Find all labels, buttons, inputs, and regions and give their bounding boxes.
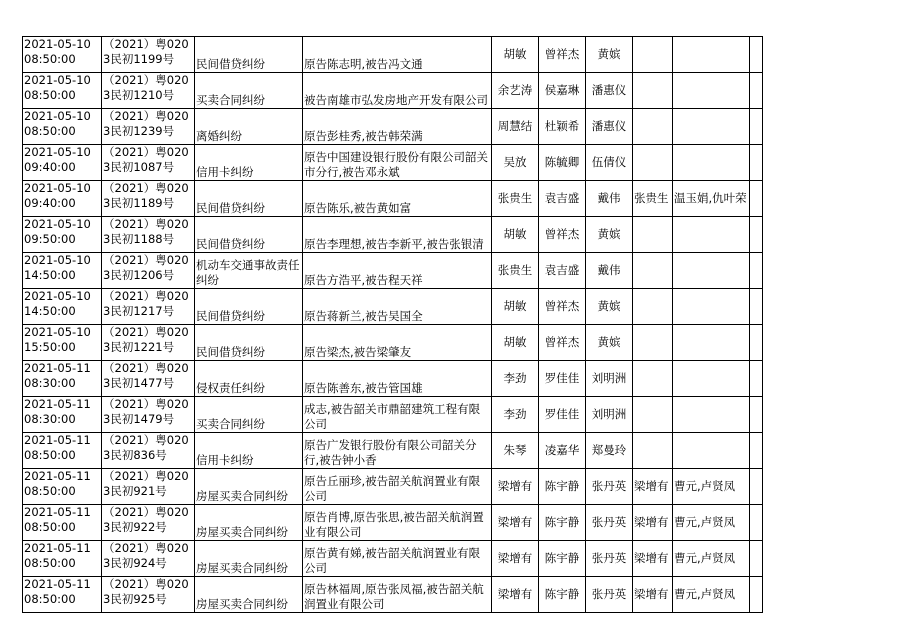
- clerk-cell: 张丹英: [586, 577, 633, 613]
- jurors-cell: 温玉娟,仇叶荣: [673, 181, 750, 217]
- blank-cell: [750, 217, 763, 253]
- table-row: [23, 469, 763, 505]
- extra-judge-cell: [633, 325, 673, 361]
- hearing-time-cell: 2021-05-10 08:50:00: [23, 37, 102, 73]
- presiding-judge-cell: 胡敏: [492, 217, 539, 253]
- jurors-cell: [673, 397, 750, 433]
- case-number-cell: （2021）粤0203民初1477号: [102, 361, 195, 397]
- blank-cell: [750, 289, 763, 325]
- jurors-cell: 曹元,卢贤凤: [673, 541, 750, 577]
- blank-cell: [750, 145, 763, 181]
- judge-cell: 陈宇静: [539, 469, 586, 505]
- blank-cell: [750, 181, 763, 217]
- judge-cell: 曾祥杰: [539, 289, 586, 325]
- table-row: [23, 217, 763, 253]
- blank-cell: [750, 325, 763, 361]
- clerk-cell: 黄嫔: [586, 325, 633, 361]
- case-cause-cell: 买卖合同纠纷: [195, 397, 303, 433]
- case-cause-cell: 民间借贷纠纷: [195, 181, 303, 217]
- case-number-cell: （2021）粤0203民初1206号: [102, 253, 195, 289]
- parties-cell: 原告方浩平,被告程天祥: [303, 253, 492, 289]
- extra-judge-cell: [633, 37, 673, 73]
- parties-cell: 原告陈善东,被告管国雄: [303, 361, 492, 397]
- case-number-cell: （2021）粤0203民初922号: [102, 505, 195, 541]
- judge-cell: 陈毓卿: [539, 145, 586, 181]
- extra-judge-cell: 梁增有: [633, 577, 673, 613]
- parties-cell: 成志,被告韶关市鼎韶建筑工程有限公司: [303, 397, 492, 433]
- blank-cell: [750, 253, 763, 289]
- jurors-cell: [673, 361, 750, 397]
- case-cause-cell: 民间借贷纠纷: [195, 217, 303, 253]
- blank-cell: [750, 37, 763, 73]
- clerk-cell: 刘明洲: [586, 361, 633, 397]
- parties-cell: 原告黄有娣,被告韶关航润置业有限公司: [303, 541, 492, 577]
- judge-cell: 侯嘉琳: [539, 73, 586, 109]
- presiding-judge-cell: 吴放: [492, 145, 539, 181]
- parties-cell: 原告中国建设银行股份有限公司韶关市分行,被告邓永斌: [303, 145, 492, 181]
- hearing-time-cell: 2021-05-11 08:50:00: [23, 505, 102, 541]
- case-cause-cell: 房屋买卖合同纠纷: [195, 577, 303, 613]
- clerk-cell: 张丹英: [586, 469, 633, 505]
- case-number-cell: （2021）粤0203民初924号: [102, 541, 195, 577]
- case-cause-cell: 房屋买卖合同纠纷: [195, 541, 303, 577]
- extra-judge-cell: 梁增有: [633, 505, 673, 541]
- case-cause-cell: 房屋买卖合同纠纷: [195, 469, 303, 505]
- hearing-time-cell: 2021-05-10 08:50:00: [23, 73, 102, 109]
- hearing-time-cell: 2021-05-11 08:50:00: [23, 541, 102, 577]
- case-cause-cell: 买卖合同纠纷: [195, 73, 303, 109]
- extra-judge-cell: [633, 73, 673, 109]
- jurors-cell: [673, 217, 750, 253]
- parties-cell: 原告陈乐,被告黄如富: [303, 181, 492, 217]
- hearing-time-cell: 2021-05-11 08:30:00: [23, 361, 102, 397]
- clerk-cell: 张丹英: [586, 541, 633, 577]
- table-row: [23, 505, 763, 541]
- hearing-time-cell: 2021-05-10 09:40:00: [23, 145, 102, 181]
- jurors-cell: 曹元,卢贤凤: [673, 577, 750, 613]
- hearing-time-cell: 2021-05-10 09:40:00: [23, 181, 102, 217]
- table-row: [23, 325, 763, 361]
- judge-cell: 陈宇静: [539, 577, 586, 613]
- table-row: [23, 361, 763, 397]
- table-row: [23, 541, 763, 577]
- parties-cell: 原告梁杰,被告梁肇友: [303, 325, 492, 361]
- hearing-time-cell: 2021-05-10 09:50:00: [23, 217, 102, 253]
- jurors-cell: [673, 253, 750, 289]
- clerk-cell: 刘明洲: [586, 397, 633, 433]
- hearing-time-cell: 2021-05-10 15:50:00: [23, 325, 102, 361]
- case-cause-cell: 侵权责任纠纷: [195, 361, 303, 397]
- presiding-judge-cell: 梁增有: [492, 469, 539, 505]
- case-number-cell: （2021）粤0203民初1217号: [102, 289, 195, 325]
- case-number-cell: （2021）粤0203民初1210号: [102, 73, 195, 109]
- case-number-cell: （2021）粤0203民初1239号: [102, 109, 195, 145]
- hearing-time-cell: 2021-05-10 08:50:00: [23, 109, 102, 145]
- table-row: [23, 181, 763, 217]
- jurors-cell: 曹元,卢贤凤: [673, 469, 750, 505]
- extra-judge-cell: 张贵生: [633, 181, 673, 217]
- judge-cell: 曾祥杰: [539, 325, 586, 361]
- table-row: [23, 397, 763, 433]
- parties-cell: 原告陈志明,被告冯文通: [303, 37, 492, 73]
- table-row: [23, 145, 763, 181]
- table-row: [23, 109, 763, 145]
- hearing-schedule-table: [22, 36, 763, 613]
- presiding-judge-cell: 李劲: [492, 397, 539, 433]
- presiding-judge-cell: 周慧结: [492, 109, 539, 145]
- extra-judge-cell: [633, 289, 673, 325]
- extra-judge-cell: 梁增有: [633, 541, 673, 577]
- presiding-judge-cell: 李劲: [492, 361, 539, 397]
- presiding-judge-cell: 胡敏: [492, 37, 539, 73]
- judge-cell: 曾祥杰: [539, 37, 586, 73]
- parties-cell: 原告林福周,原告张凤福,被告韶关航润置业有限公司: [303, 577, 492, 613]
- case-number-cell: （2021）粤0203民初1479号: [102, 397, 195, 433]
- jurors-cell: [673, 37, 750, 73]
- case-cause-cell: 民间借贷纠纷: [195, 325, 303, 361]
- extra-judge-cell: [633, 217, 673, 253]
- presiding-judge-cell: 朱琴: [492, 433, 539, 469]
- clerk-cell: 张丹英: [586, 505, 633, 541]
- case-cause-cell: 民间借贷纠纷: [195, 37, 303, 73]
- extra-judge-cell: [633, 109, 673, 145]
- presiding-judge-cell: 余艺涛: [492, 73, 539, 109]
- hearing-time-cell: 2021-05-10 14:50:00: [23, 289, 102, 325]
- table-row: [23, 577, 763, 613]
- presiding-judge-cell: 梁增有: [492, 505, 539, 541]
- clerk-cell: 戴伟: [586, 253, 633, 289]
- presiding-judge-cell: 张贵生: [492, 181, 539, 217]
- blank-cell: [750, 109, 763, 145]
- judge-cell: 杜颖希: [539, 109, 586, 145]
- blank-cell: [750, 541, 763, 577]
- judge-cell: 袁吉盛: [539, 253, 586, 289]
- extra-judge-cell: [633, 361, 673, 397]
- presiding-judge-cell: 张贵生: [492, 253, 539, 289]
- parties-cell: 原告彭桂秀,被告韩荣满: [303, 109, 492, 145]
- case-number-cell: （2021）粤0203民初1189号: [102, 181, 195, 217]
- case-number-cell: （2021）粤0203民初836号: [102, 433, 195, 469]
- parties-cell: 被告南雄市弘发房地产开发有限公司: [303, 73, 492, 109]
- table-body: [23, 37, 763, 613]
- jurors-cell: 曹元,卢贤凤: [673, 505, 750, 541]
- clerk-cell: 戴伟: [586, 181, 633, 217]
- case-cause-cell: 信用卡纠纷: [195, 433, 303, 469]
- clerk-cell: 黄嫔: [586, 37, 633, 73]
- case-cause-cell: 信用卡纠纷: [195, 145, 303, 181]
- clerk-cell: 潘惠仪: [586, 73, 633, 109]
- judge-cell: 凌嘉华: [539, 433, 586, 469]
- jurors-cell: [673, 109, 750, 145]
- clerk-cell: 伍倩仪: [586, 145, 633, 181]
- case-number-cell: （2021）粤0203民初1087号: [102, 145, 195, 181]
- presiding-judge-cell: 梁增有: [492, 541, 539, 577]
- judge-cell: 陈宇静: [539, 505, 586, 541]
- extra-judge-cell: [633, 397, 673, 433]
- blank-cell: [750, 469, 763, 505]
- jurors-cell: [673, 73, 750, 109]
- jurors-cell: [673, 145, 750, 181]
- blank-cell: [750, 577, 763, 613]
- blank-cell: [750, 505, 763, 541]
- jurors-cell: [673, 325, 750, 361]
- parties-cell: 原告丘丽珍,被告韶关航润置业有限公司: [303, 469, 492, 505]
- extra-judge-cell: [633, 433, 673, 469]
- blank-cell: [750, 73, 763, 109]
- blank-cell: [750, 397, 763, 433]
- table-row: [23, 289, 763, 325]
- case-cause-cell: 机动车交通事故责任纠纷: [195, 253, 303, 289]
- case-cause-cell: 房屋买卖合同纠纷: [195, 505, 303, 541]
- extra-judge-cell: 梁增有: [633, 469, 673, 505]
- judge-cell: 袁吉盛: [539, 181, 586, 217]
- case-number-cell: （2021）粤0203民初1199号: [102, 37, 195, 73]
- judge-cell: 罗佳佳: [539, 397, 586, 433]
- parties-cell: 原告蒋新兰,被告吴国全: [303, 289, 492, 325]
- case-cause-cell: 离婚纠纷: [195, 109, 303, 145]
- judge-cell: 罗佳佳: [539, 361, 586, 397]
- clerk-cell: 黄嫔: [586, 217, 633, 253]
- hearing-time-cell: 2021-05-11 08:50:00: [23, 577, 102, 613]
- hearing-time-cell: 2021-05-11 08:50:00: [23, 433, 102, 469]
- jurors-cell: [673, 289, 750, 325]
- case-number-cell: （2021）粤0203民初1221号: [102, 325, 195, 361]
- table-row: [23, 73, 763, 109]
- jurors-cell: [673, 433, 750, 469]
- presiding-judge-cell: 胡敏: [492, 325, 539, 361]
- hearing-time-cell: 2021-05-10 14:50:00: [23, 253, 102, 289]
- parties-cell: 原告肖博,原告张思,被告韶关航润置业有限公司: [303, 505, 492, 541]
- case-number-cell: （2021）粤0203民初925号: [102, 577, 195, 613]
- table-row: [23, 433, 763, 469]
- judge-cell: 陈宇静: [539, 541, 586, 577]
- extra-judge-cell: [633, 253, 673, 289]
- parties-cell: 原告广发银行股份有限公司韶关分行,被告钟小香: [303, 433, 492, 469]
- clerk-cell: 潘惠仪: [586, 109, 633, 145]
- hearing-time-cell: 2021-05-11 08:50:00: [23, 469, 102, 505]
- judge-cell: 曾祥杰: [539, 217, 586, 253]
- table-row: [23, 253, 763, 289]
- clerk-cell: 郑曼玲: [586, 433, 633, 469]
- presiding-judge-cell: 胡敏: [492, 289, 539, 325]
- case-number-cell: （2021）粤0203民初1188号: [102, 217, 195, 253]
- extra-judge-cell: [633, 145, 673, 181]
- blank-cell: [750, 433, 763, 469]
- clerk-cell: 黄嫔: [586, 289, 633, 325]
- case-cause-cell: 民间借贷纠纷: [195, 289, 303, 325]
- table-row: [23, 37, 763, 73]
- hearing-time-cell: 2021-05-11 08:30:00: [23, 397, 102, 433]
- parties-cell: 原告李理想,被告李新平,被告张银清: [303, 217, 492, 253]
- blank-cell: [750, 361, 763, 397]
- case-number-cell: （2021）粤0203民初921号: [102, 469, 195, 505]
- presiding-judge-cell: 梁增有: [492, 577, 539, 613]
